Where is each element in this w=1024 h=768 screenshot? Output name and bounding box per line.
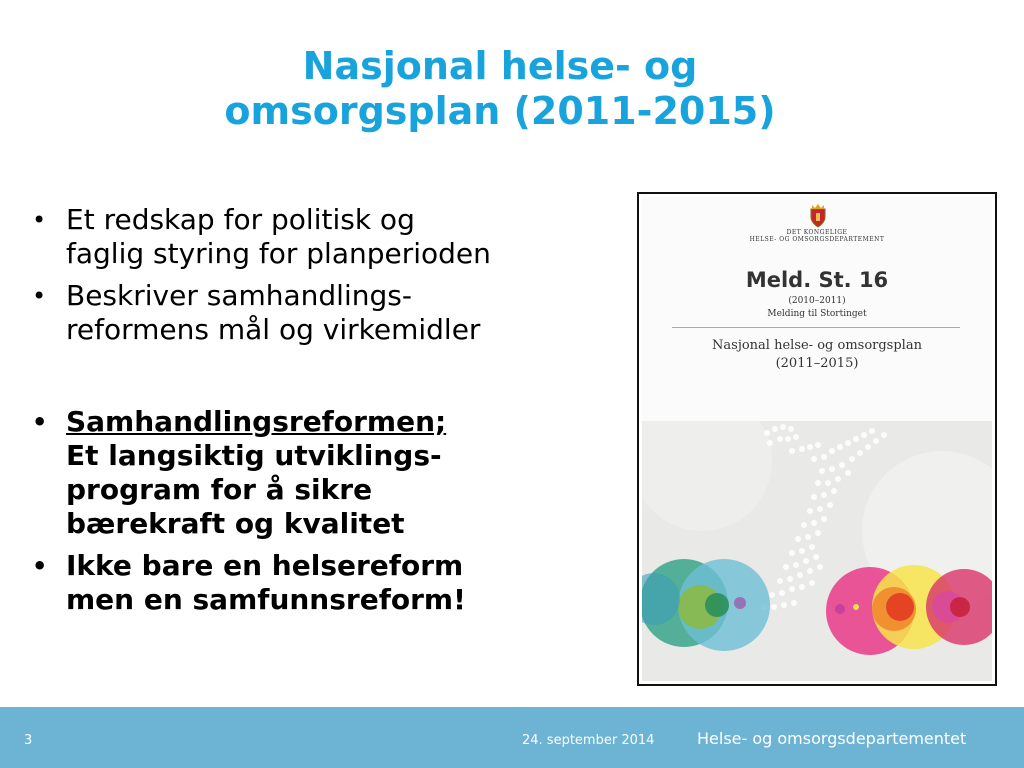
bullet-text: Et redskap for politisk og xyxy=(66,203,415,236)
footer-department: Helse- og omsorgsdepartementet xyxy=(697,729,967,748)
cover-doc-id: Meld. St. 16 xyxy=(745,268,889,292)
cover-doc-title-line-2: (2011–2015) xyxy=(775,356,859,371)
slide-title-line-2: omsorgsplan (2011-2015) xyxy=(224,89,776,133)
bullet-text: program for å sikre xyxy=(66,473,373,506)
bullet-item-4 xyxy=(30,549,610,617)
footer-bar xyxy=(0,707,1024,768)
cover-doc-type: Melding til Stortinget xyxy=(767,309,867,319)
cover-divider xyxy=(672,327,960,328)
slide-title xyxy=(150,44,850,134)
slide-number: 3 xyxy=(24,733,33,748)
report-cover xyxy=(642,197,992,681)
report-cover-image xyxy=(637,192,997,686)
bullet-marker: • xyxy=(32,408,48,436)
bullet-text: bærekraft og kvalitet xyxy=(66,507,405,540)
cover-ministry-line-2: HELSE- OG OMSORGSDEPARTEMENT xyxy=(749,236,885,243)
bullet-text: faglig styring for planperioden xyxy=(66,237,491,270)
bullet-text: men en samfunnsreform! xyxy=(66,583,466,616)
norway-map-dots-illustration xyxy=(642,421,992,681)
bullet-text: Ikke bare en helsereform xyxy=(66,549,464,582)
bullet-item-3 xyxy=(30,405,610,541)
bullet-list xyxy=(30,203,610,617)
cover-session: (2010–2011) xyxy=(788,296,846,306)
cover-doc-title-line-1: Nasjonal helse- og omsorgsplan xyxy=(712,338,922,353)
bullet-item-1 xyxy=(30,203,610,271)
footer-date: 24. september 2014 xyxy=(522,733,655,748)
slide-title-line-1: Nasjonal helse- og xyxy=(302,44,698,88)
bullet-text: Et langsiktig utviklings- xyxy=(66,439,442,472)
bullet-heading: Samhandlingsreformen; xyxy=(66,405,447,438)
bullet-marker: • xyxy=(32,282,47,310)
coat-of-arms-icon xyxy=(807,203,829,229)
bullet-marker: • xyxy=(32,552,48,580)
bullet-item-2 xyxy=(30,279,610,347)
bullet-text: reformens mål og virkemidler xyxy=(66,313,481,346)
bullet-text: Beskriver samhandlings- xyxy=(66,279,412,312)
cover-ministry-line-1: DET KONGELIGE xyxy=(786,229,848,236)
bullet-marker: • xyxy=(32,206,47,234)
